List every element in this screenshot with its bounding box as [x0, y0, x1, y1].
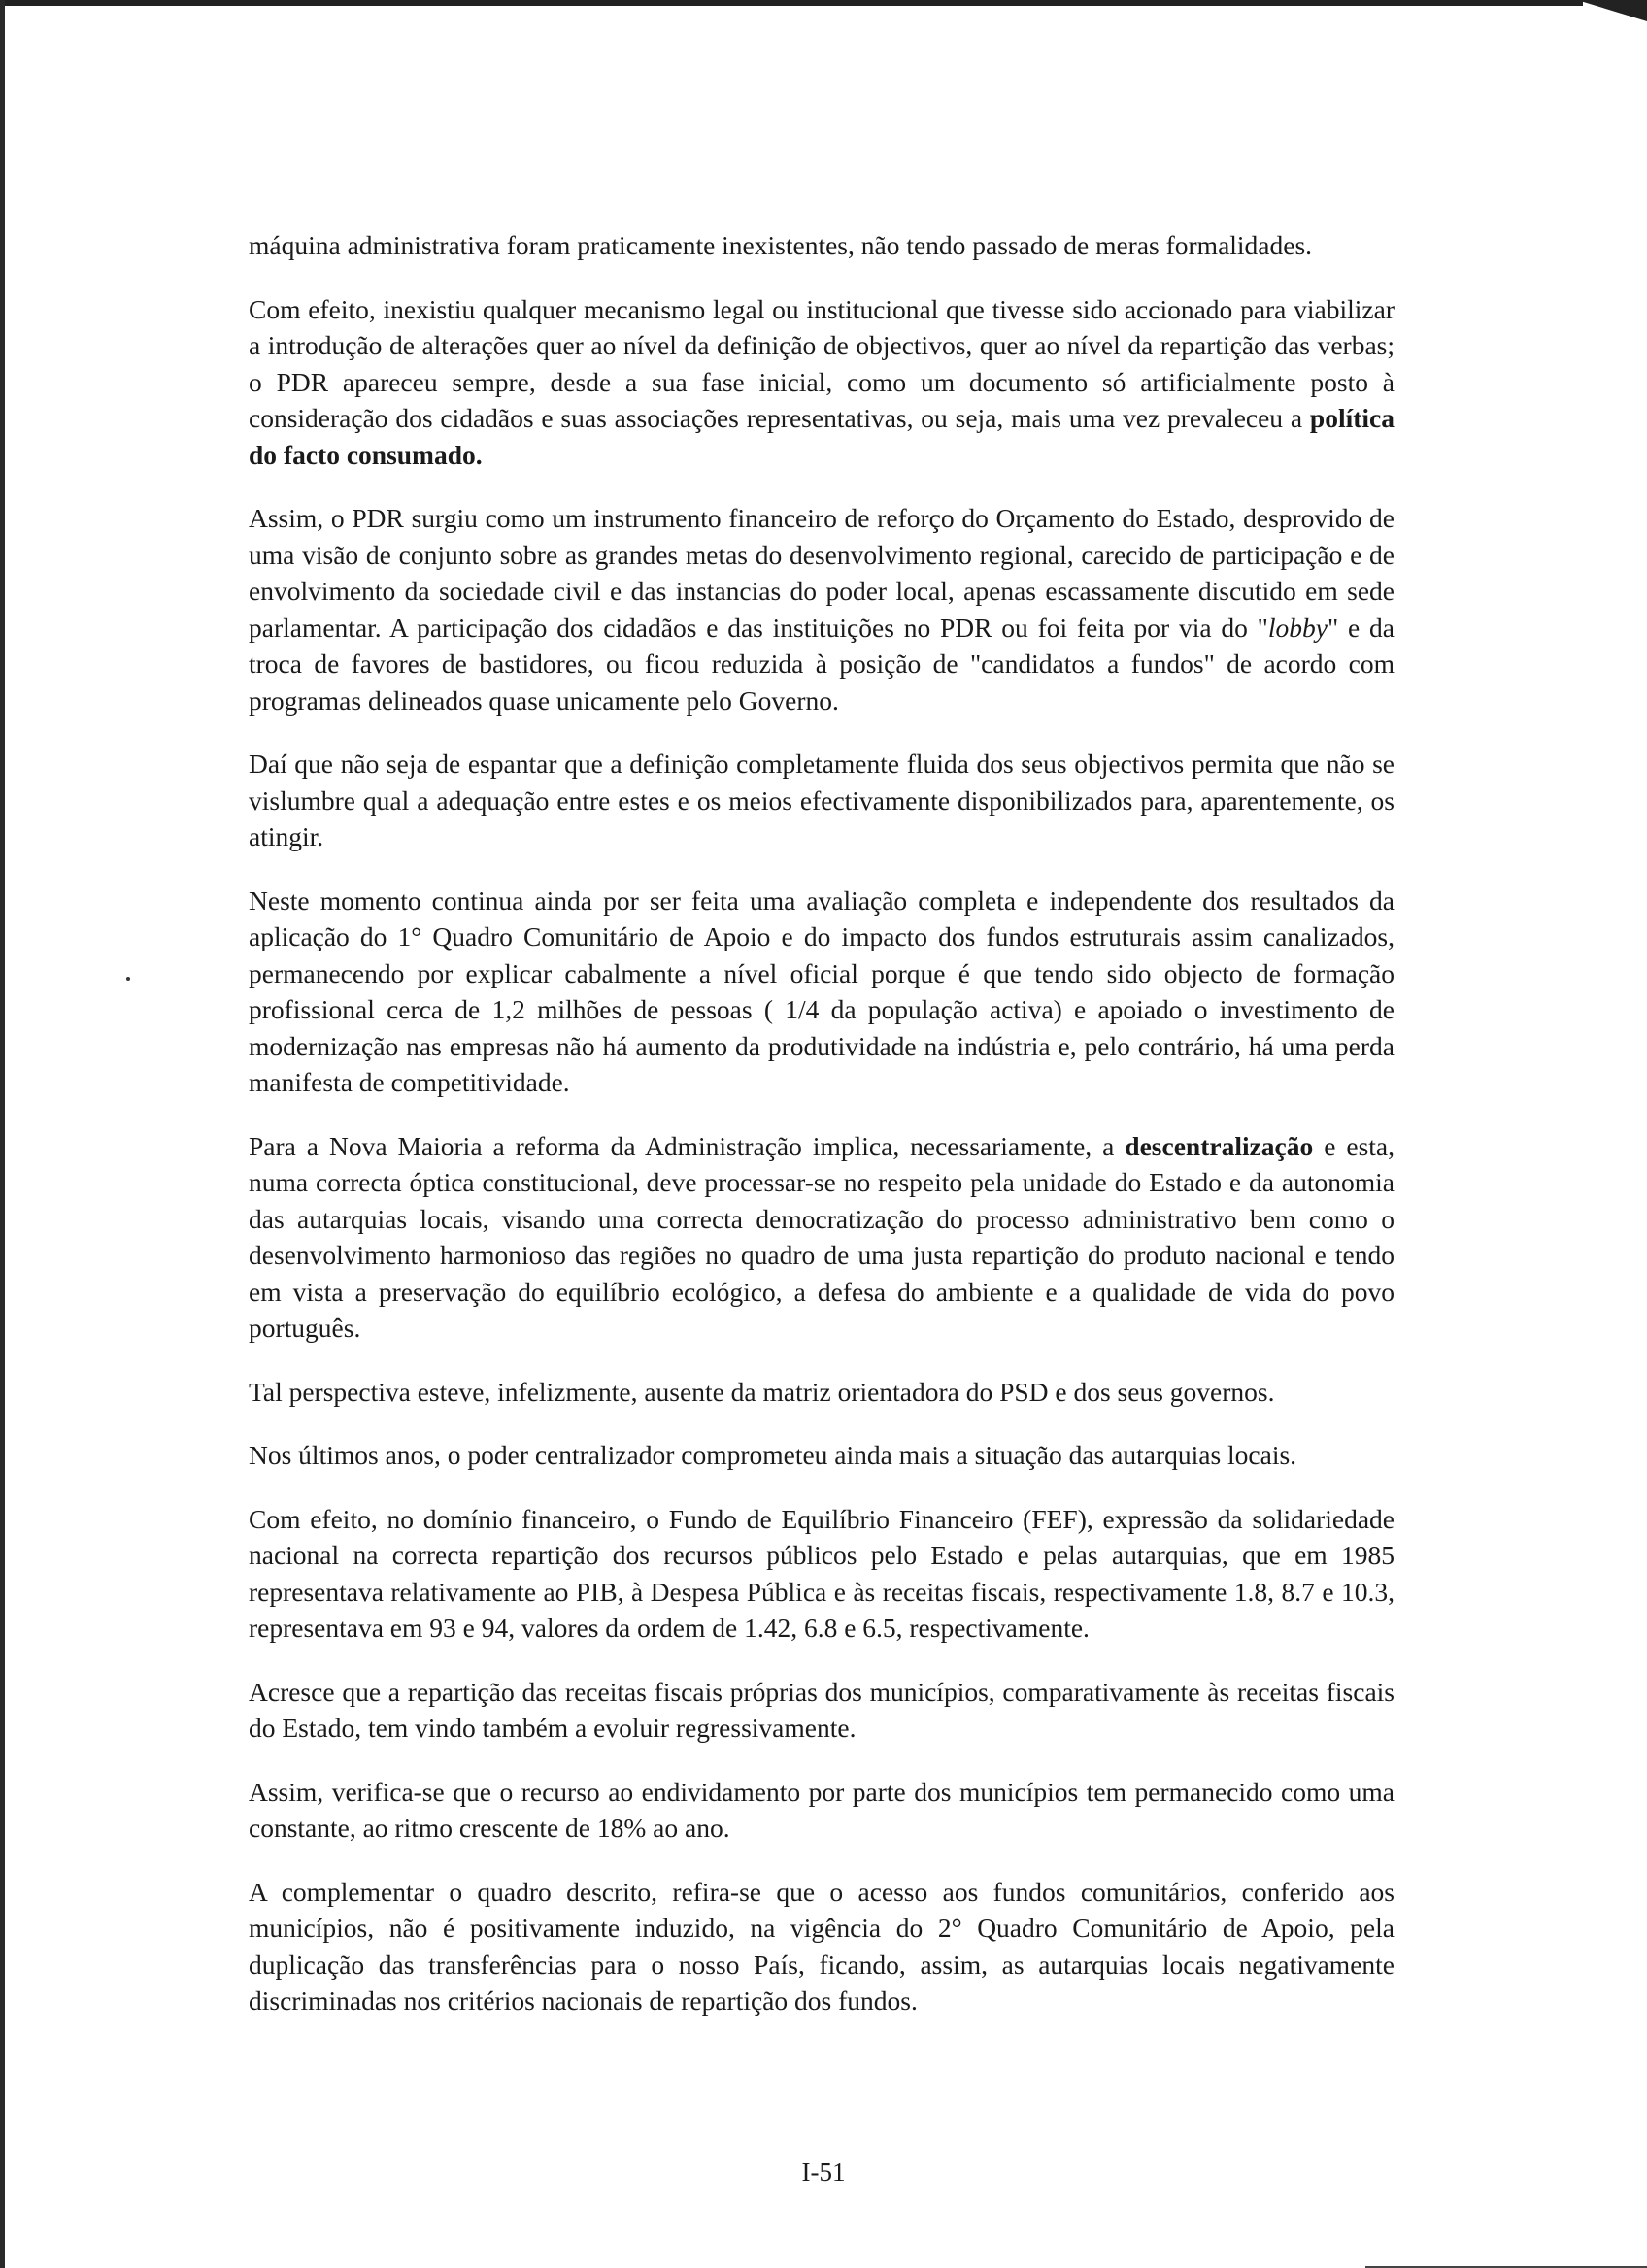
text-run: Com efeito, inexistiu qualquer mecanismo legal ou institucional que tivesse sido accionado para viabilizar a introdução de alterações quer ao nível da definição de objectivos, quer ao nível da repartição das verbas; o PDR apareceu sempre, desde a sua fase inicial, como um documento só artificialmente posto à consideração dos cidadãos e suas associações representativas, ou seja, mais uma vez prevaleceu a [249, 293, 1395, 433]
paragraph [249, 291, 1395, 474]
text-run: Tal perspectiva esteve, infelizmente, ausente da matriz orientadora do PSD e dos seus governos. [249, 1376, 1275, 1407]
paragraph [249, 1774, 1395, 1847]
scan-border-top [0, 0, 1583, 6]
paragraph [249, 746, 1395, 855]
text-run: Assim, verifica-se que o recurso ao endividamento por parte dos municípios tem permanecido como uma constante, ao ritmo crescente de 18% ao ano. [249, 1776, 1395, 1843]
text-run: Neste momento continua ainda por ser feita uma avaliação completa e independente dos resultados da aplicação do 1° Quadro Comunitário de Apoio e do impacto dos fundos estruturais assim canalizados, permanecendo por explicar cabalmente a nível oficial porque é que tendo sido objecto de formação profissional cerca de 1,2 milhões de pessoas ( 1/4 da população activa) e apoiado o investimento de modernização nas empresas não há aumento da produtividade na indústria e, pelo contrário, há uma perda manifesta de competitividade. [249, 884, 1395, 1097]
italic-text: lobby [1267, 612, 1328, 643]
scan-speck [126, 977, 130, 981]
text-run: Para a Nova Maioria a reforma da Administração implica, necessariamente, a [249, 1130, 1126, 1161]
text-run: Acresce que a repartição das receitas fiscais próprias dos municípios, comparativamente às receitas fiscais do Estado, tem vindo também a evoluir regressivamente. [249, 1676, 1395, 1743]
paragraph [249, 227, 1395, 264]
bold-text: política do facto consumado. [249, 403, 1395, 470]
text-run: " e da troca de favores de bastidores, ou ficou reduzida à posição de "candidatos a fundos" de acordo com programas delineados quase unicamente pelo Governo. [249, 612, 1395, 716]
paragraph [249, 1374, 1395, 1411]
bold-text: descentralização [1125, 1130, 1314, 1161]
text-run: máquina administrativa foram praticamente inexistentes, não tendo passado de meras formalidades. [249, 230, 1313, 260]
page-number: I-51 [801, 2157, 846, 2186]
scan-corner-mark [1577, 0, 1647, 21]
paragraph [249, 1674, 1395, 1747]
paragraph [249, 1874, 1395, 2019]
text-run: Nos últimos anos, o poder centralizador comprometeu ainda mais a situação das autarquias locais. [249, 1440, 1297, 1470]
paragraph [249, 1128, 1395, 1347]
paragraph [249, 1501, 1395, 1647]
paragraph [249, 1437, 1395, 1474]
scan-border-left [0, 0, 5, 2268]
text-run: e esta, numa correcta óptica constitucional, deve processar-se no respeito pela unidade do Estado e da autonomia das autarquias locais, visando uma correcta democratização do processo administrativo bem como o desenvolvimento harmonioso das regiões no quadro de uma justa repartição do produto nacional e tendo em vista a preservação do equilíbrio ecológico, a defesa do ambiente e a qualidade de vida do povo português. [249, 1130, 1395, 1343]
text-run: A complementar o quadro descrito, refira-se que o acesso aos fundos comunitários, conferido aos municípios, não é positivamente induzido, na vigência do 2° Quadro Comunitário de Apoio, pela duplicação das transferências para o nosso País, ficando, assim, as autarquias locais negativamente discriminadas nos critérios nacionais de repartição dos fundos. [249, 1876, 1395, 2016]
paragraph [249, 500, 1395, 718]
text-run: Assim, o PDR surgiu como um instrumento financeiro de reforço do Orçamento do Estado, desprovido de uma visão de conjunto sobre as grandes metas do desenvolvimento regional, carecido de participação e de envolvimento da sociedade civil e das instancias do poder local, apenas escassamente discutido em sede parlamentar. A participação dos cidadãos e das instituições no PDR ou foi feita por via do " [249, 503, 1395, 643]
text-run: Com efeito, no domínio financeiro, o Fundo de Equilíbrio Financeiro (FEF), expressão da solidariedade nacional na correcta repartição dos recursos públicos pelo Estado e pelas autarquias, que em 1985 representava relativamente ao PIB, à Despesa Pública e às receitas fiscais, respectivamente 1.8, 8.7 e 10.3, representava em 93 e 94, valores da ordem de 1.42, 6.8 e 6.5, respectivamente. [249, 1503, 1395, 1643]
document-body [249, 227, 1395, 2047]
paragraph [249, 883, 1395, 1101]
text-run: Daí que não seja de espantar que a definição completamente fluida dos seus objectivos permita que não se vislumbre qual a adequação entre estes e os meios efectivamente disponibilizados para, aparentemente, os atingir. [249, 749, 1395, 851]
